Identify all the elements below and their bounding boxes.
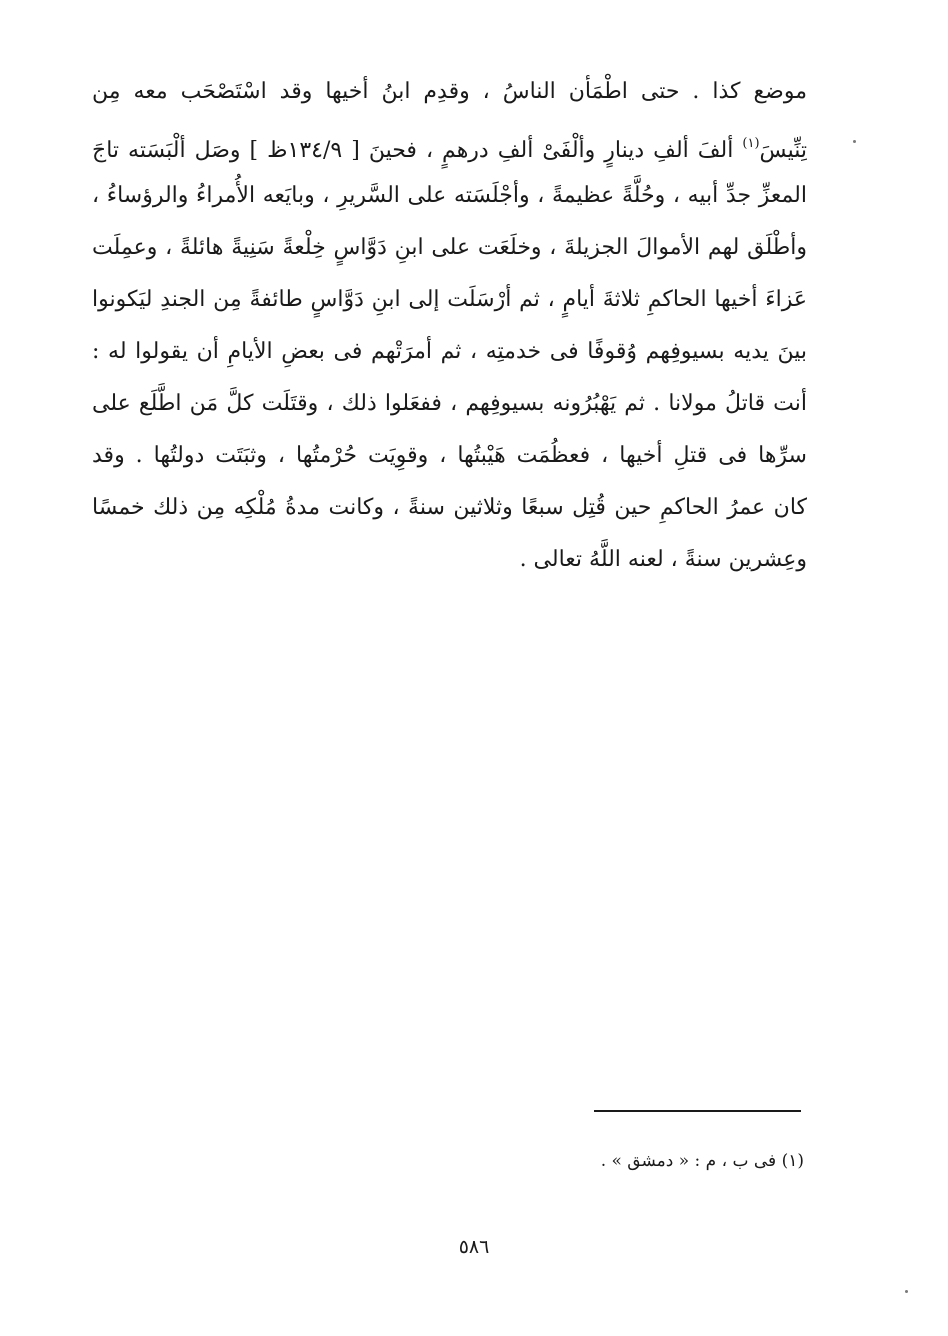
text-line-6: بينَ يديه بسيوفِهم وُقوفًا فى خدمتِه ، ثم أمرَتْهم فى بعضِ الأيامِ أن يقولوا له : — [92, 339, 807, 364]
text-line-9: كان عمرُ الحاكمِ حين قُتِل سبعًا وثلاثين سنةً ، وكانت مدةُ مُلْكِه مِن ذلك خمسًا — [92, 495, 807, 520]
text-line-4: وأطْلَق لهم الأموالَ الجزيلةَ ، وخلَعَت على ابنِ دَوَّاسٍ خِلْعةً سَنِيةً هائلةً ، وعمِلَت — [92, 235, 807, 260]
page-number: ٥٨٦ — [458, 1236, 490, 1258]
text-line-2 — [92, 118, 807, 170]
text-line-5: عَزاءَ أخيها الحاكمِ ثلاثةَ أيامٍ ، ثم أرْسَلَت إلى ابنِ دَوَّاسٍ طائفةً مِن الجندِ ليَكونوا — [92, 287, 807, 312]
text-line-3: المعزِّ جدِّ أبيه ، وحُلَّةً عظيمةً ، وأجْلَسَته على السَّريرِ ، وبايَعه الأُمراءُ والرؤساءُ ، — [92, 183, 807, 208]
word-tinnis: تِنِّيسَ — [759, 138, 807, 163]
text-line-2-rest: ألفَ ألفِ دينارٍ وألْفَىْ ألفِ درهمٍ ، فحينَ [ ١٣٤/٩ظ ] وصَل ألْبَسَته تاجَ — [92, 138, 734, 163]
text-line-10: وعِشرين سنةً ، لعنه اللَّهُ تعالى . — [519, 547, 807, 572]
footnote-divider — [594, 1110, 801, 1112]
footnote-reference: (١) — [742, 136, 760, 151]
text-line-7: أنت قاتلُ مولانا . ثم يَهْبُرُونه بسيوفِهم ، ففعَلوا ذلك ، وقتَلَت كلَّ مَن اطَّلَع على — [92, 391, 807, 416]
scan-speck-icon — [853, 140, 856, 143]
main-text — [92, 66, 807, 586]
text-line-1: موضع كذا . حتى اطْمَأن الناسُ ، وقدِم ابنُ أخيها وقد اسْتَصْحَب معه مِن — [92, 79, 807, 104]
scan-speck-icon — [905, 1290, 908, 1293]
text-line-8: سرِّها فى قتلِ أخيها ، فعظُمَت هَيْبتُها ، وقوِيَت حُرْمتُها ، وثبَتَت دولتُها . وقد — [92, 443, 807, 468]
footnote: (١) فى ب ، م : « دمشق » . — [600, 1151, 804, 1171]
